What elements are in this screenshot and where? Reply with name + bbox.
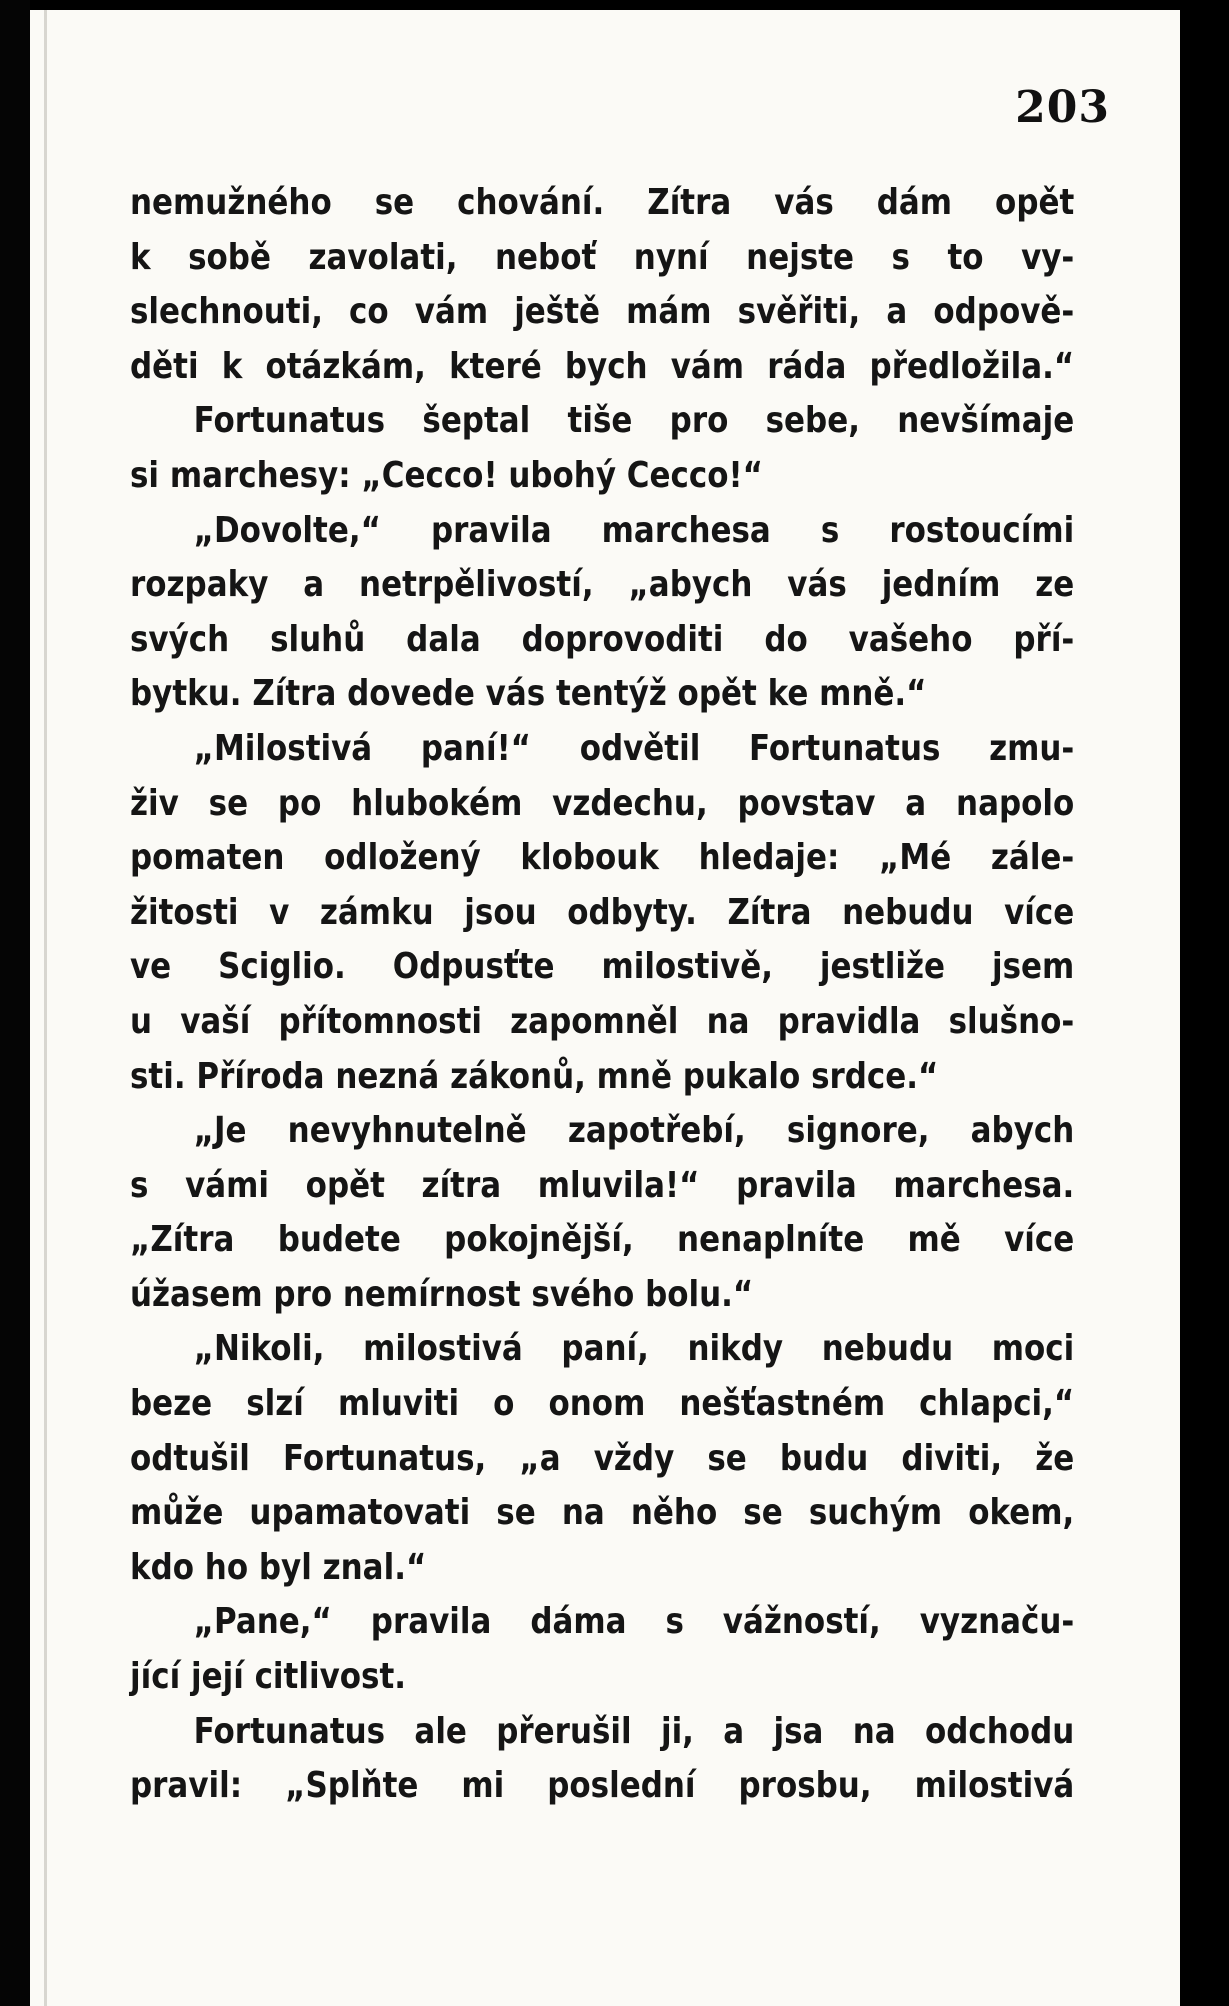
text-line: odtušil Fortunatus, „a vždy se budu diviti, že xyxy=(130,1437,1075,1479)
page-gutter-shadow xyxy=(44,10,47,2006)
book-page xyxy=(30,10,1180,2006)
text-line: u vaší přítomnosti zapomněl na pravidla slušno- xyxy=(130,1000,1075,1042)
text-line: „Zítra budete pokojnější, nenaplníte mě více xyxy=(130,1219,1075,1261)
text-line: Fortunatus šeptal tiše pro sebe, nevšímaje xyxy=(193,400,1075,442)
text-line: kdo ho byl znal.“ xyxy=(130,1546,427,1588)
scan-border xyxy=(0,0,30,2006)
text-line: živ se po hlubokém vzdechu, povstav a napolo xyxy=(130,782,1075,824)
text-line: „Pane,“ pravila dáma s vážností, vyznaču- xyxy=(193,1601,1075,1643)
text-line: „Je nevyhnutelně zapotřebí, signore, abych xyxy=(193,1110,1075,1152)
text-line: bytku. Zítra dovede vás tentýž opět ke mně.“ xyxy=(130,673,927,715)
text-line: úžasem pro nemírnost svého bolu.“ xyxy=(130,1273,754,1315)
text-line: pravil: „Splňte mi poslední prosbu, milostivá xyxy=(130,1765,1075,1807)
text-line: žitosti v zámku jsou odbyty. Zítra nebudu více xyxy=(130,891,1075,933)
text-line: beze slzí mluviti o onom nešťastném chlapci,“ xyxy=(130,1383,1075,1425)
text-line: svých sluhů dala doprovoditi do vašeho pří- xyxy=(130,618,1075,660)
text-line: slechnouti, co vám ještě mám svěřiti, a odpově- xyxy=(130,291,1075,333)
text-line: sti. Příroda nezná zákonů, mně pukalo srdce.“ xyxy=(130,1055,939,1097)
text-line: „Dovolte,“ pravila marchesa s rostoucími xyxy=(193,509,1075,551)
text-line: jící její citlivost. xyxy=(130,1656,407,1698)
page-number: 203 xyxy=(1015,82,1110,133)
text-line: může upamatovati se na něho se suchým okem, xyxy=(130,1492,1075,1534)
text-line: „Milostivá paní!“ odvětil Fortunatus zmu- xyxy=(193,727,1075,769)
text-line: rozpaky a netrpělivostí, „abych vás jedním ze xyxy=(130,564,1075,606)
text-line: Fortunatus ale přerušil ji, a jsa na odchodu xyxy=(193,1710,1075,1752)
text-line: „Nikoli, milostivá paní, nikdy nebudu moci xyxy=(193,1328,1075,1370)
body-text xyxy=(130,176,1075,1814)
text-line: k sobě zavolati, neboť nyní nejste s to vy- xyxy=(130,236,1075,278)
text-line: ve Sciglio. Odpusťte milostivě, jestliže jsem xyxy=(130,946,1075,988)
text-line: si marchesy: „Cecco! ubohý Cecco!“ xyxy=(130,454,763,496)
text-line: pomaten odložený klobouk hledaje: „Mé zále- xyxy=(130,837,1075,879)
text-line: děti k otázkám, které bych vám ráda předložila.“ xyxy=(130,345,1075,387)
text-line: nemužného se chování. Zítra vás dám opět xyxy=(130,182,1075,223)
text-line: s vámi opět zítra mluvila!“ pravila marchesa. xyxy=(130,1164,1075,1206)
